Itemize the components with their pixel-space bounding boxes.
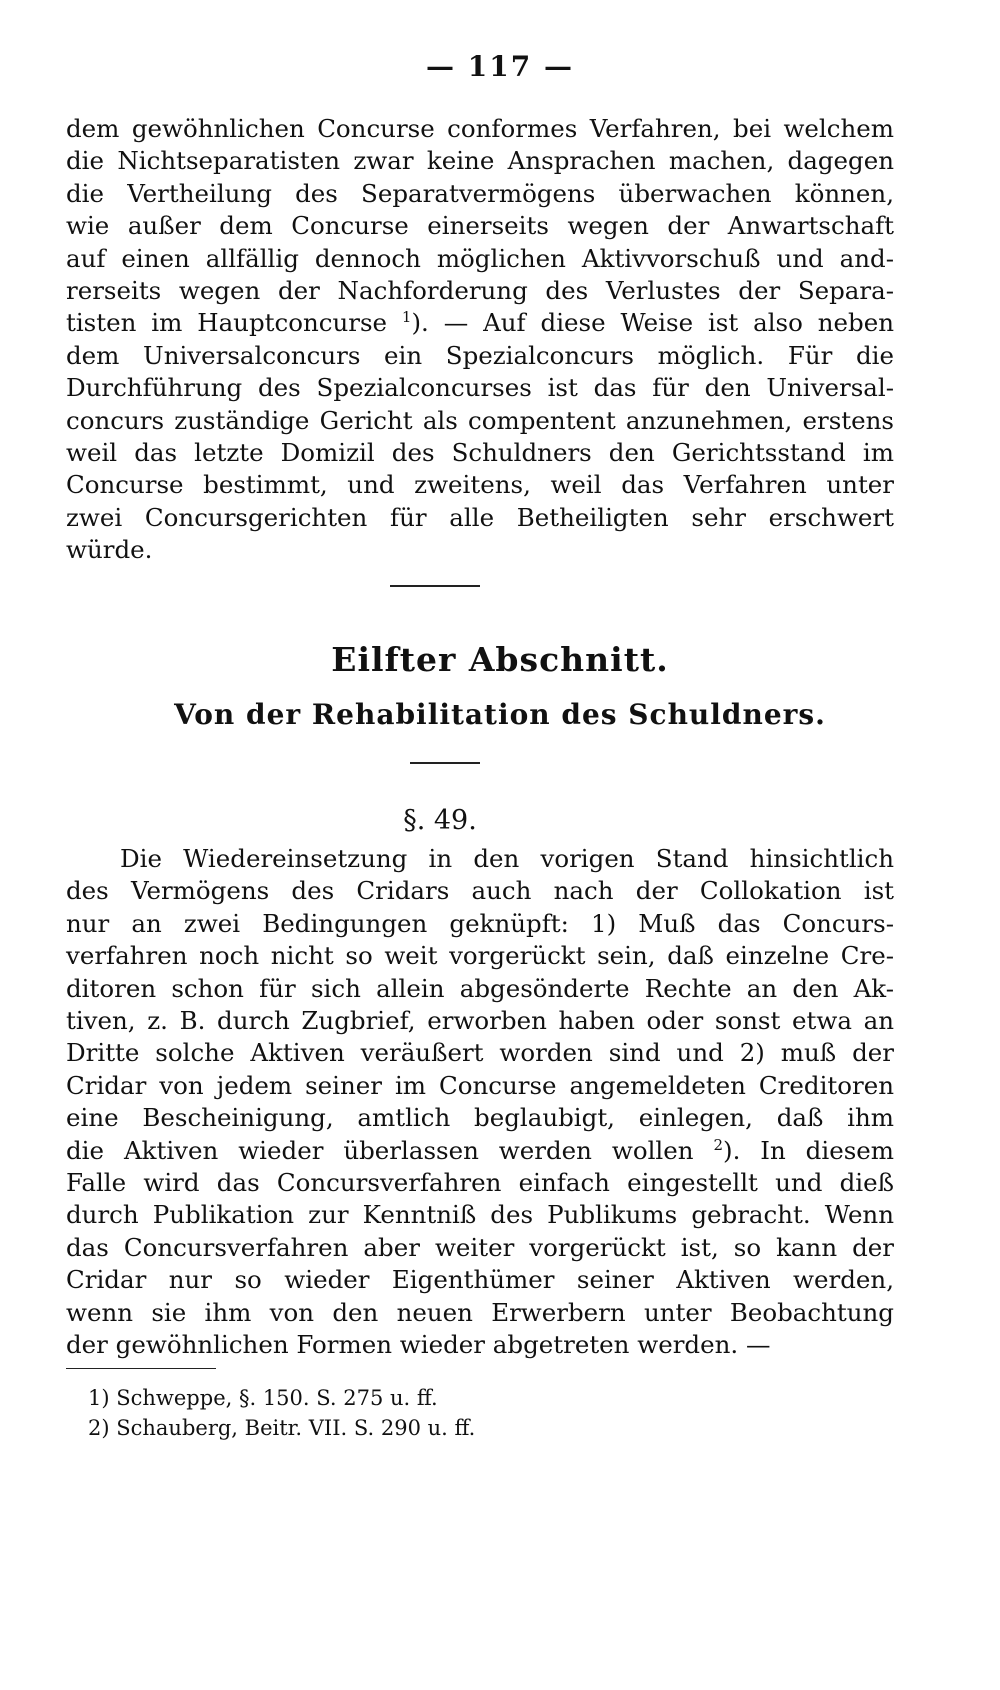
text-line: Cridar von jedem seiner im Concurse angemeldeten Creditoren (66, 1070, 894, 1100)
text-segment: ). In diesem (723, 1135, 895, 1165)
text-line: Concurse bestimmt, und zweitens, weil das Verfahren unter (66, 470, 894, 500)
section-divider-top (390, 585, 480, 587)
text-line: tiven, z. B. durch Zugbrief, erworben haben oder sonst etwa an (66, 1006, 894, 1036)
text-segment: die Aktiven wieder überlassen werden wollen (66, 1135, 694, 1165)
text-line: die Vertheilung des Separatvermögens überwachen können, (66, 178, 894, 208)
text-segment: tisten im Hauptconcurse (66, 308, 388, 338)
text-line: Falle wird das Concursverfahren einfach eingestellt und dieß (66, 1168, 894, 1198)
text-line: dem gewöhnlichen Concurse conformes Verfahren, bei welchem (66, 114, 894, 143)
text-line: weil das letzte Domizil des Schuldners den Gerichtsstand im (66, 438, 894, 468)
section-divider-bottom (410, 762, 480, 764)
text-line: die Nichtseparatisten zwar keine Ansprachen machen, dagegen (66, 146, 894, 176)
footnotes (88, 1383, 475, 1443)
text-line: würde. (66, 535, 153, 565)
text-line: rerseits wegen der Nachforderung des Verlustes der Separa- (66, 276, 894, 306)
text-line: des Vermögens des Cridars auch nach der Collokation ist (66, 876, 894, 906)
text-line: das Concursverfahren aber weiter vorgerückt ist, so kann der (66, 1232, 894, 1262)
text-line: eine Bescheinigung, amtlich beglaubigt, einlegen, daß ihm (66, 1103, 894, 1133)
text-line: dem Universalconcurs ein Spezialconcurs möglich. Für die (66, 340, 894, 370)
section-title: Eilfter Abschnitt. (331, 640, 669, 679)
text-line: nur an zwei Bedingungen geknüpft: 1) Muß das Concurs- (66, 908, 894, 938)
page-number: — 117 — (426, 50, 574, 83)
text-line: Cridar nur so wieder Eigenthümer seiner Aktiven werden, (66, 1265, 894, 1295)
text-line: zwei Concursgerichten für alle Betheiligten sehr erschwert (66, 502, 894, 532)
paragraph-1 (66, 113, 894, 567)
text-line: wie außer dem Concurse einerseits wegen der Anwartschaft (66, 211, 894, 241)
paragraph-2 (66, 843, 894, 1362)
text-line: der gewöhnlichen Formen wieder abgetreten werden. — (66, 1330, 771, 1360)
text-line: Die Wiedereinsetzung in den vorigen Stand hinsichtlich (120, 844, 894, 873)
text-line: Durchführung des Spezialconcurses ist das für den Universal- (66, 373, 894, 403)
text-line: durch Publikation zur Kenntniß des Publikums gebracht. Wenn (66, 1200, 894, 1230)
text-line: concurs zuständige Gericht als compentent anzunehmen, erstens (66, 405, 894, 435)
paragraph-number: §. 49. (403, 805, 477, 836)
section-subtitle: Von der Rehabilitation des Schuldners. (174, 698, 826, 731)
text-segment: ). — Auf diese Weise ist also neben (411, 308, 894, 338)
footnote-1: 1) Schweppe, §. 150. S. 275 u. ff. (88, 1386, 438, 1410)
footnote-ref-1: 1 (401, 308, 412, 327)
text-line: auf einen allfällig dennoch möglichen Aktivvorschuß und and- (66, 243, 894, 273)
footnote-divider (66, 1368, 216, 1369)
footnote-ref-2: 2 (713, 1135, 724, 1154)
footnote-2: 2) Schauberg, Beitr. VII. S. 290 u. ff. (88, 1416, 476, 1440)
text-line: wenn sie ihm von den neuen Erwerbern unter Beobachtung (66, 1297, 894, 1327)
text-line: ditoren schon für sich allein abgesönderte Rechte an den Ak- (66, 973, 894, 1003)
text-line: verfahren noch nicht so weit vorgerückt sein, daß einzelne Cre- (66, 941, 894, 971)
text-line: Dritte solche Aktiven veräußert worden sind und 2) muß der (66, 1038, 894, 1068)
text-line-with-footnote (66, 1135, 894, 1167)
text-line-with-footnote (66, 307, 894, 339)
